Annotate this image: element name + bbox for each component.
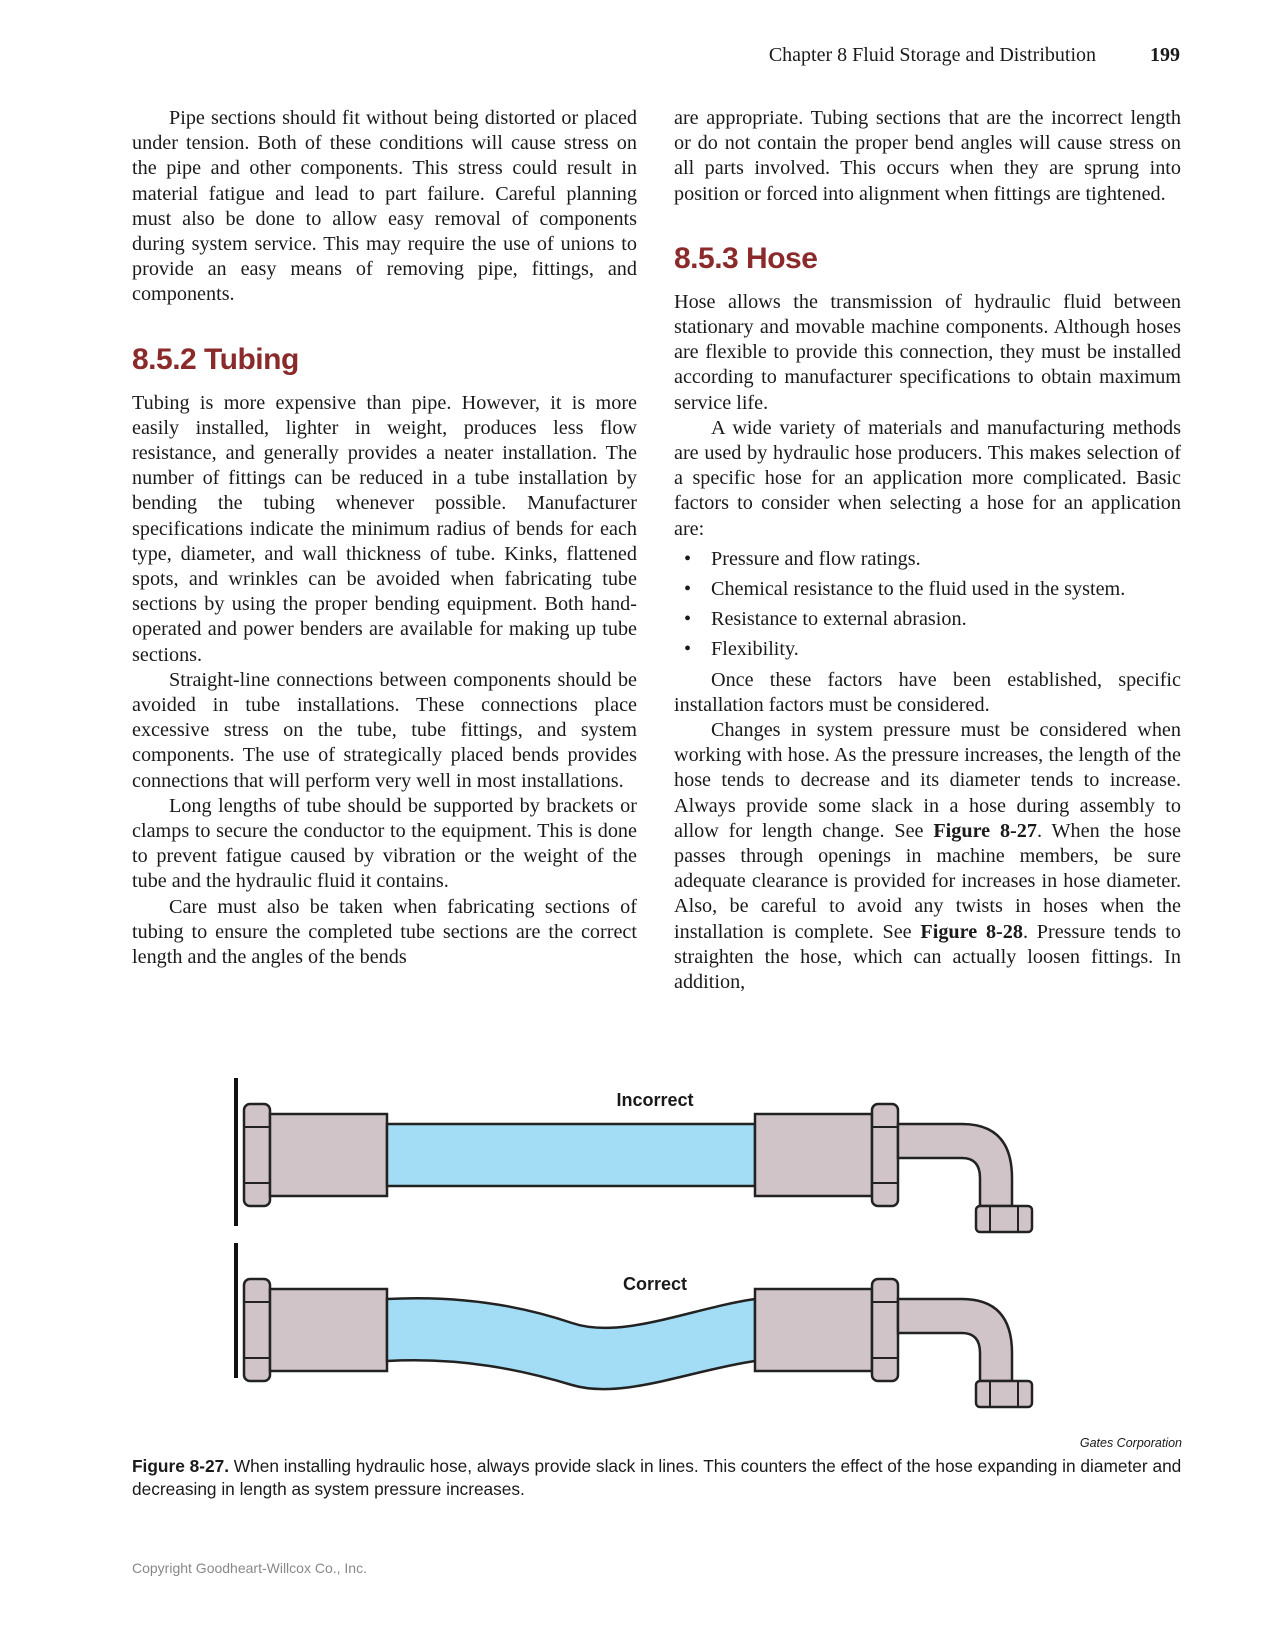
- chapter-title: Chapter 8 Fluid Storage and Distribution: [768, 44, 1096, 66]
- list-item: • Flexibility.: [674, 637, 1181, 662]
- paragraph: are appropriate. Tubing sections that are the incorrect length or do not contain the proper bend angles will cause stress on all parts involved. This occurs when they are sprung into position or forced into alignment when fittings are tightened.: [674, 107, 1181, 205]
- label-incorrect: Incorrect: [616, 1090, 694, 1110]
- hose-slack: [387, 1298, 755, 1389]
- running-header: [640, 44, 1180, 74]
- figure-reference[interactable]: Figure 8-28: [920, 920, 1023, 943]
- hose-illustration: [132, 1078, 1182, 1438]
- elbow-fitting: [898, 1124, 1012, 1206]
- page-number: 199: [1150, 44, 1180, 66]
- hose-ferrule: [270, 1114, 387, 1196]
- left-column: [132, 106, 637, 970]
- bullet-icon: •: [684, 578, 692, 601]
- correct-assembly: [236, 1243, 1032, 1407]
- paragraph: Straight-line connections between components should be avoided in tube installations. These connections place excessive stress on the tube, tube fittings, and system components. The use of strategically placed bends provides connections that will perform very well in most installations.: [132, 668, 637, 792]
- list-item: • Resistance to external abrasion.: [674, 607, 1181, 632]
- paragraph: A wide variety of materials and manufacturing methods are used by hydraulic hose producers. This makes selection of a specific hose for an application more complicated. Basic factors to consider when selecting a hose for an application are:: [674, 416, 1181, 540]
- elbow-nut: [976, 1206, 1032, 1232]
- paragraph: Hose allows the transmission of hydraulic fluid between stationary and movable machine components. Although hoses are flexible to provide this connection, they must be installed according to manufacturer specifications to obtain maximum service life.: [674, 290, 1181, 414]
- paragraph: Long lengths of tube should be supported by brackets or clamps to secure the conductor to the equipment. This is done to prevent fatigue caused by vibration or the weight of the tube and the hydraulic fluid it contains.: [132, 794, 637, 893]
- paragraph: Care must also be taken when fabricating sections of tubing to ensure the completed tube sections are the correct length and the angles of the bends: [132, 895, 637, 969]
- copyright-notice: Copyright Goodheart-Willcox Co., Inc.: [132, 1560, 367, 1576]
- paragraph: Once these factors have been established, specific installation factors must be considered.: [674, 668, 1181, 716]
- list-item: • Pressure and flow ratings.: [674, 547, 1181, 572]
- image-credit: Gates Corporation: [1079, 1436, 1182, 1450]
- paragraph: Tubing is more expensive than pipe. However, it is more easily installed, lighter in weight, produces less flow resistance, and generally provides a neater installation. The number of fittings can be reduced in a tube installation by bending the tubing whenever possible. Manufacturer specifications indicate the minimum radius of bends for each type, diameter, and wall thickness of tube. Kinks, flattened spots, and wrinkles can be avoided when fabricating tube sections by using the proper bending equipment. Both hand-operated and power benders are available for making up tube sections.: [132, 391, 637, 666]
- factor-list: [674, 547, 1181, 663]
- right-column: [674, 106, 1181, 995]
- bullet-icon: •: [684, 638, 692, 661]
- figure-caption: [132, 1455, 1182, 1501]
- section-heading-tubing: 8.5.2 Tubing: [132, 342, 299, 376]
- bullet-icon: •: [684, 547, 692, 570]
- label-correct: Correct: [622, 1274, 688, 1294]
- paragraph: Changes in system pressure must be considered when working with hose. As the pressure increases, the length of the hose tends to decrease and its diameter tends to increase. Always provide some slack in a hose during assembly to allow for length change. See Figure 8-27. When the hose passes through openings in machine members, be sure adequate clearance is provided for increases in hose diameter. Also, be careful to avoid any twists in hoses when the installation is complete. See Figure 8-28. Pressure tends to straighten the hose, which can actually loosen fittings. In addition,: [674, 719, 1181, 994]
- hex-nut: [872, 1279, 898, 1381]
- section-heading-hose: 8.5.3 Hose: [674, 241, 818, 275]
- elbow-fitting: [898, 1299, 1012, 1381]
- caption-text: When installing hydraulic hose, always provide slack in lines. This counters the effect of the hose expanding in diameter and decreasing in length as system pressure increases.: [132, 1456, 1182, 1499]
- list-item: • Chemical resistance to the fluid used in the system.: [674, 577, 1181, 602]
- hose-ferrule: [270, 1289, 387, 1371]
- hose-ferrule: [755, 1114, 872, 1196]
- hex-nut: [244, 1279, 270, 1381]
- hex-nut: [244, 1104, 270, 1206]
- caption-label: Figure 8-27.: [132, 1456, 229, 1476]
- figure-reference[interactable]: Figure 8-27: [933, 819, 1037, 842]
- paragraph: Pipe sections should fit without being distorted or placed under tension. Both of these conditions will cause stress on the pipe and other components. This stress could result in material fatigue and lead to part failure. Careful planning must also be done to allow easy removal of components during system service. This may require the use of unions to provide an easy means of removing pipe, fittings, and components.: [132, 107, 637, 306]
- elbow-nut: [976, 1381, 1032, 1407]
- bullet-icon: •: [684, 608, 692, 631]
- hex-nut: [872, 1104, 898, 1206]
- incorrect-assembly: [236, 1078, 1032, 1232]
- hose-straight: [387, 1124, 755, 1186]
- figure-8-27: [132, 1078, 1182, 1450]
- hose-ferrule: [755, 1289, 872, 1371]
